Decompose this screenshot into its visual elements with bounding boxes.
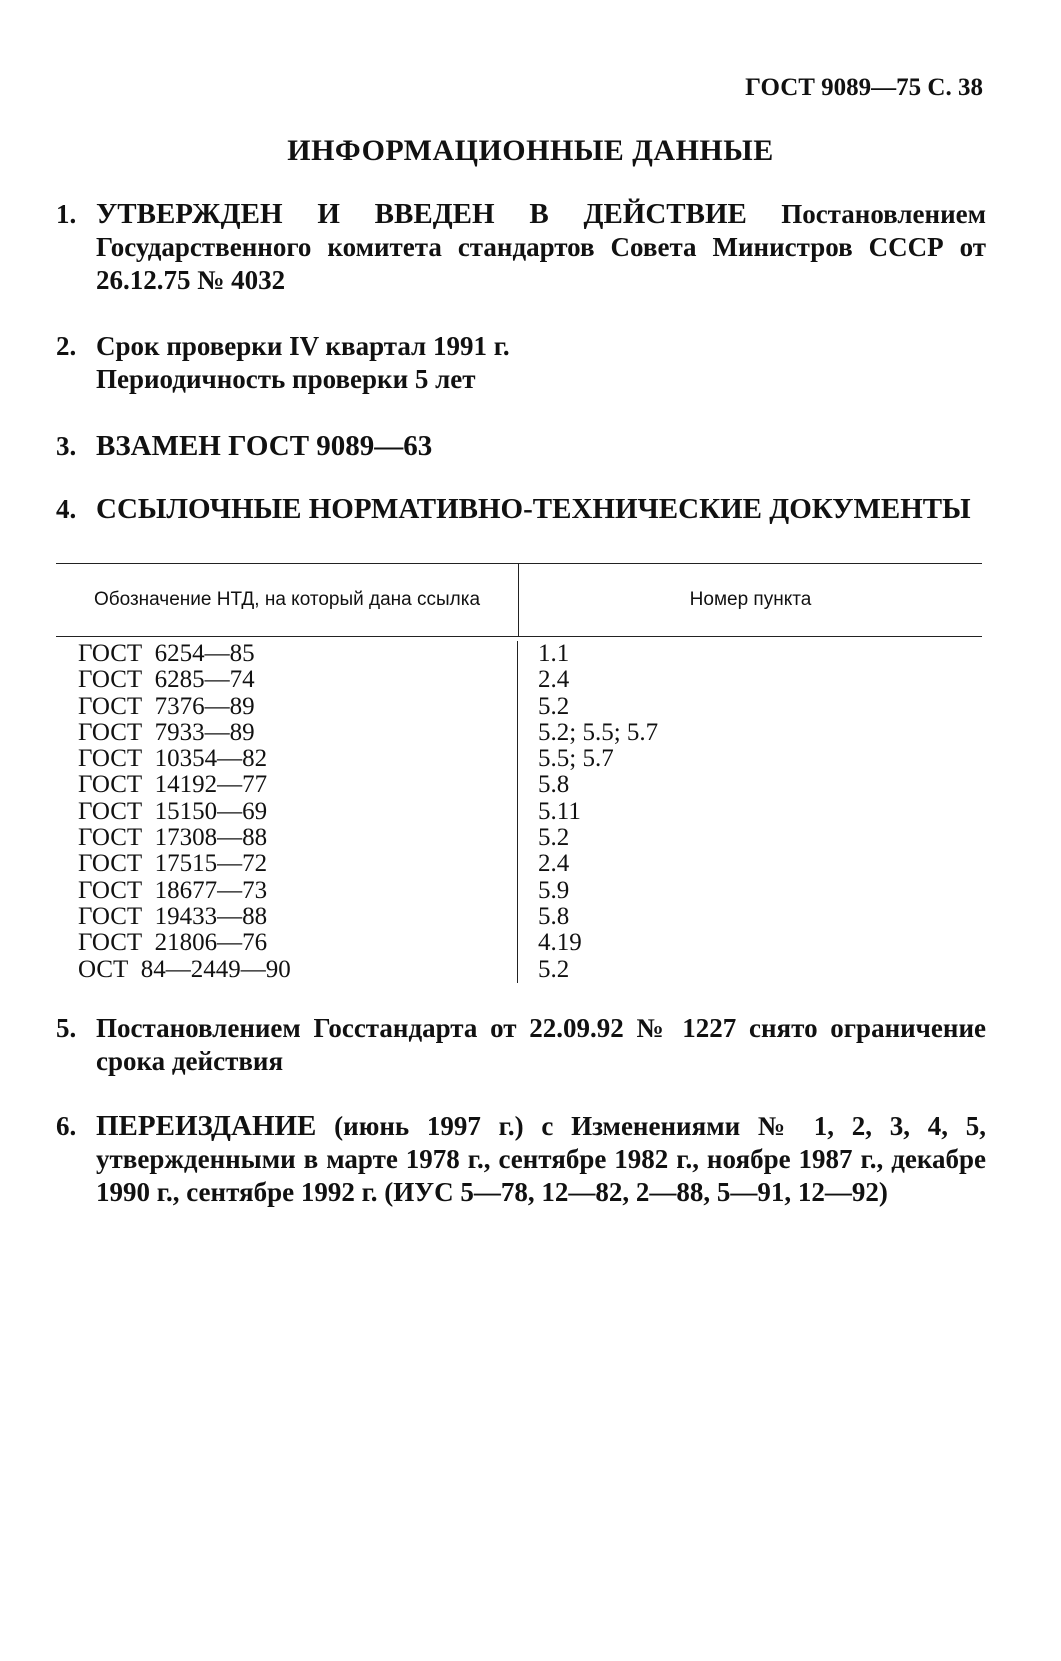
document-column (56, 641, 518, 983)
table-header (56, 564, 982, 637)
table-cell-document: ГОСТ 6285—74 (78, 666, 255, 694)
table-cell-document: ГОСТ 21806—76 (78, 929, 268, 957)
section-caps-text: ВЗАМЕН ГОСТ 9089—63 (96, 430, 433, 462)
section-6-reissue (56, 1110, 986, 1209)
table-cell-clause: 5.2 (538, 955, 570, 983)
table-cell-clause: 2.4 (538, 850, 570, 878)
table-cell-document: ГОСТ 7376—89 (78, 692, 255, 720)
clause-column (518, 641, 982, 983)
table-cell-document: ГОСТ 19433—88 (78, 902, 268, 930)
section-body-text: (июнь 1997 г.) с Изменениями № 1, 2, 3, 4, 5, утвержденными в марте 1978 г., сентябре 1982 г., ноябре 1987 г., декабре 1990 г., сентябре 1992 г. (ИУС 5—78, 12—82, 2—88, 5—91, 12—92) (96, 1111, 986, 1207)
table-cell-clause: 2.4 (538, 666, 570, 694)
section-2-review (56, 330, 986, 396)
section-caps-text: ПЕРЕИЗДАНИЕ (96, 1110, 317, 1142)
references-table (56, 563, 982, 989)
table-cell-document: ОСТ 84—2449—90 (78, 955, 291, 983)
table-cell-clause: 5.2; 5.5; 5.7 (538, 718, 659, 746)
column-header-clause: Номер пункта (689, 589, 812, 610)
section-3-replaces (56, 430, 986, 463)
review-period-line: Периодичность проверки 5 лет (96, 364, 476, 394)
section-number: 4. (56, 494, 77, 524)
section-text: Постановлением Госстандарта от 22.09.92 № 1227 снято ограничение срока действия (96, 1013, 986, 1076)
table-cell-document: ГОСТ 7933—89 (78, 718, 255, 746)
table-cell-clause: 5.8 (538, 771, 570, 799)
table-cell-clause: 5.11 (538, 797, 581, 825)
table-cell-clause: 5.8 (538, 902, 570, 930)
section-1-approved (56, 198, 986, 297)
section-text (96, 430, 986, 463)
section-number: 6. (56, 1111, 77, 1141)
section-number: 1. (56, 199, 77, 229)
table-cell-document: ГОСТ 15150—69 (78, 797, 268, 825)
section-text (96, 493, 986, 526)
table-cell-clause: 5.5; 5.7 (538, 745, 614, 773)
section-number: 3. (56, 431, 77, 461)
column-header-document: Обозначение НТД, на который дана ссылка (56, 564, 519, 636)
section-body-text: Постановлением Государственного комитета стандартов Совета Министров СССР от 26.12.75 № 4032 (96, 199, 986, 295)
section-number: 2. (56, 331, 77, 361)
table-cell-clause: 4.19 (538, 929, 582, 957)
table-cell-clause: 1.1 (538, 640, 570, 667)
table-cell-clause: 5.9 (538, 876, 570, 904)
table-cell-document: ГОСТ 10354—82 (78, 745, 268, 773)
page-header: ГОСТ 9089—75 С. 38 (745, 74, 983, 101)
document-title: ИНФОРМАЦИОННЫЕ ДАННЫЕ (287, 134, 774, 167)
table-cell-document: ГОСТ 18677—73 (78, 876, 268, 904)
section-5-restriction-removed (56, 1012, 986, 1078)
table-cell-document: ГОСТ 6254—85 (78, 640, 255, 667)
section-4-references (56, 493, 986, 526)
table-cell-clause: 5.2 (538, 824, 570, 852)
section-caps-text: ССЫЛОЧНЫЕ НОРМАТИВНО-ТЕХНИЧЕСКИЕ ДОКУМЕНТЫ (96, 493, 971, 525)
table-cell-document: ГОСТ 17515—72 (78, 850, 268, 878)
section-number: 5. (56, 1013, 77, 1043)
table-cell-clause: 5.2 (538, 692, 570, 720)
review-term-line: Срок проверки IV квартал 1991 г. (96, 331, 510, 361)
section-caps-text: УТВЕРЖДЕН И ВВЕДЕН В ДЕЙСТВИЕ (96, 198, 747, 230)
section-text (96, 1110, 986, 1209)
table-cell-document: ГОСТ 17308—88 (78, 824, 268, 852)
section-text (96, 330, 986, 396)
section-text (96, 198, 986, 297)
table-cell-document: ГОСТ 14192—77 (78, 771, 268, 799)
table-body (56, 637, 982, 989)
